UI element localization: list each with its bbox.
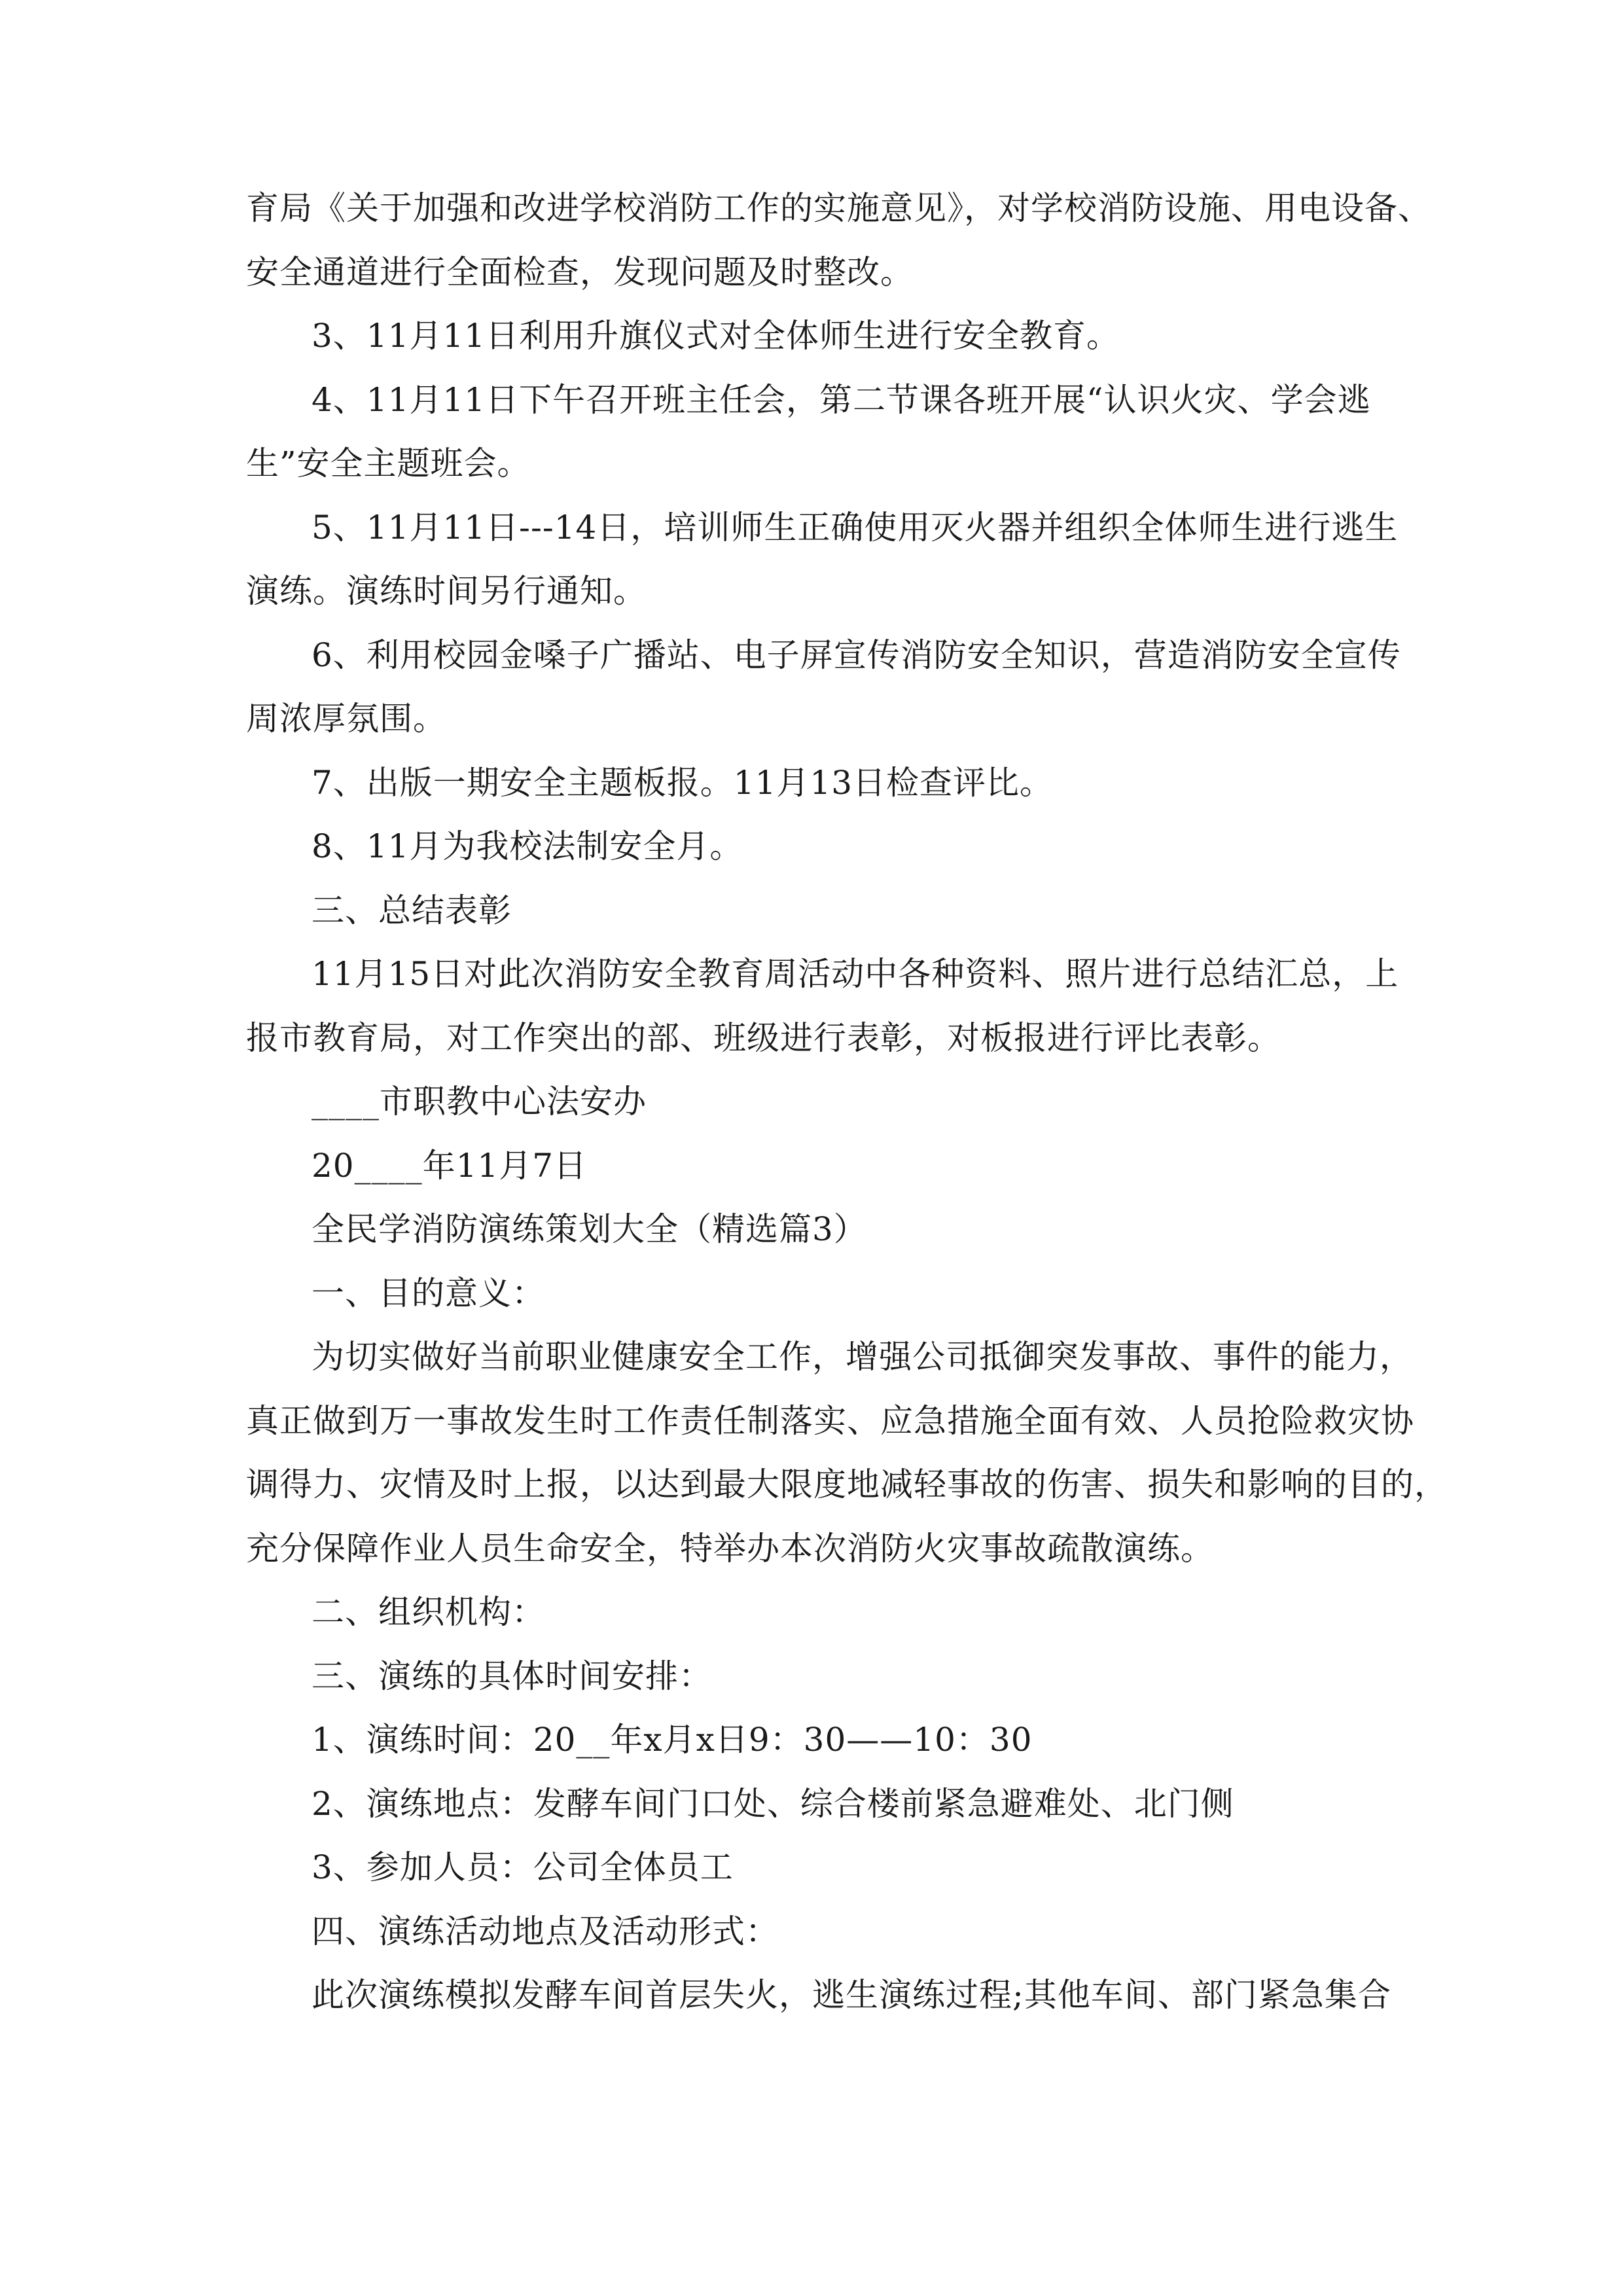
text-line: 此次演练模拟发酵车间首层失火，逃生演练过程;其他车间、部门紧急集合 — [312, 1976, 1391, 2014]
text-line: 周浓厚氛围。 — [246, 700, 446, 738]
text-line: 为切实做好当前职业健康安全工作，增强公司抵御突发事故、事件的能力， — [312, 1338, 1413, 1376]
text-line: 3、11月11日利用升旗仪式对全体师生进行安全教育。 — [312, 317, 1120, 355]
text-line: 11月15日对此次消防安全教育周活动中各种资料、照片进行总结汇总，上 — [312, 955, 1399, 993]
text-line: 演练。演练时间另行通知。 — [246, 572, 647, 610]
text-line: 1、演练时间：20__年x月x日9：30——10：30 — [312, 1721, 1033, 1759]
section-heading: 三、总结表彰 — [312, 891, 512, 929]
text-line: 调得力、灾情及时上报，以达到最大限度地减轻事故的伤害、损失和影响的目的， — [246, 1465, 1448, 1503]
text-line: 安全通道进行全面检查，发现问题及时整改。 — [246, 253, 914, 291]
text-line: 3、参加人员：公司全体员工 — [312, 1848, 734, 1886]
signature-line: ____市职教中心法安办 — [312, 1083, 647, 1121]
section-heading: 一、目的意义： — [312, 1274, 545, 1312]
text-line: 4、11月11日下午召开班主任会，第二节课各班开展“认识火灾、学会逃 — [312, 380, 1371, 419]
section-heading: 二、组织机构： — [312, 1593, 545, 1631]
text-line: 真正做到万一事故发生时工作责任制落实、应急措施全面有效、人员抢险救灾协 — [246, 1401, 1414, 1440]
article-title: 全民学消防演练策划大全（精选篇3） — [312, 1210, 867, 1248]
text-line: 8、11月为我校法制安全月。 — [312, 827, 743, 865]
document-body — [246, 177, 1448, 2028]
section-heading: 三、演练的具体时间安排： — [312, 1657, 712, 1695]
date-line: 20____年11月7日 — [312, 1146, 588, 1185]
text-line: 6、利用校园金嗓子广播站、电子屏宣传消防安全知识，营造消防安全宣传 — [312, 636, 1401, 674]
text-line: 充分保障作业人员生命安全，特举办本次消防火灾事故疏散演练。 — [246, 1529, 1214, 1568]
text-line: 育局《关于加强和改进学校消防工作的实施意见》，对学校消防设施、用电设备、 — [246, 189, 1431, 227]
text-line: 生”安全主题班会。 — [246, 444, 531, 482]
text-line: 2、演练地点：发酵车间门口处、综合楼前紧急避难处、北门侧 — [312, 1784, 1234, 1823]
text-line: 7、出版一期安全主题板报。11月13日检查评比。 — [312, 763, 1054, 802]
text-line: 报市教育局，对工作突出的部、班级进行表彰，对板报进行评比表彰。 — [246, 1018, 1281, 1057]
section-heading: 四、演练活动地点及活动形式： — [312, 1912, 779, 1950]
text-line: 5、11月11日---14日，培训师生正确使用灭火器并组织全体师生进行逃生 — [312, 508, 1399, 547]
